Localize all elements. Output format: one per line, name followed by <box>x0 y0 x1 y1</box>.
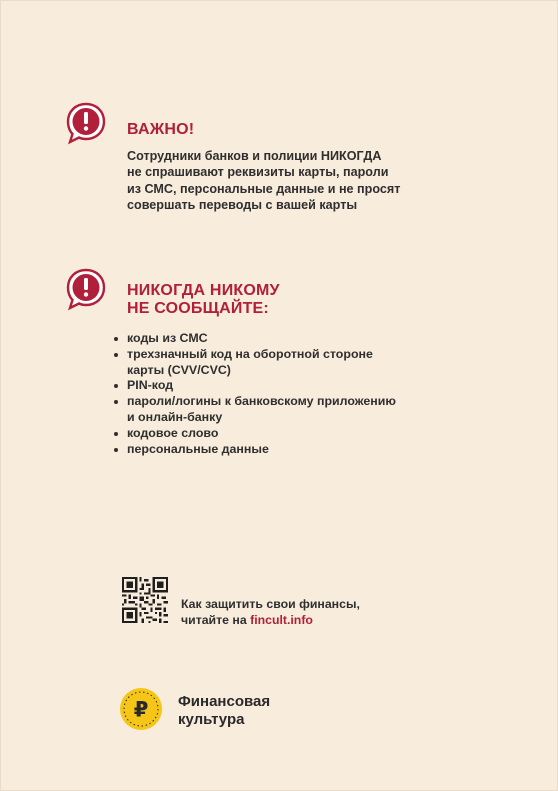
list-item <box>110 426 430 442</box>
important-text-line: Сотрудники банков и полиции НИКОГДА <box>127 149 382 163</box>
list-item-text: PIN-код <box>127 378 174 393</box>
list-item <box>110 378 430 394</box>
important-text-line: совершать переводы с вашей карты <box>127 197 358 212</box>
fincult-link[interactable]: fincult.info <box>250 612 313 627</box>
list-item <box>110 347 430 379</box>
never-tell-title <box>127 282 280 318</box>
logo-text-line: культура <box>178 711 245 728</box>
list-item-text: и онлайн-банку <box>127 409 223 424</box>
logo-text-line: Финансовая <box>178 693 271 710</box>
list-item-text: коды из СМС <box>127 331 208 345</box>
never-tell-list <box>110 331 430 457</box>
important-text-line: не спрашивают реквизиты карты, пароли <box>127 165 389 180</box>
list-item-text: пароли/логины к банковскому приложению <box>127 394 396 409</box>
never-tell-title-line: НЕ СООБЩАЙТЕ: <box>127 300 269 317</box>
exclamation-bubble-icon <box>64 267 108 311</box>
list-item <box>110 331 430 347</box>
ruble-symbol: ₽ <box>133 697 149 722</box>
qr-caption-prefix: читайте на <box>181 612 251 627</box>
qr-code[interactable] <box>122 577 168 623</box>
list-item-text: персональные данные <box>127 441 269 456</box>
important-text <box>127 148 427 213</box>
important-title: ВАЖНО! <box>127 121 195 138</box>
list-item-text: кодовое слово <box>127 425 219 440</box>
logo-text <box>178 693 270 729</box>
list-item-text: трехзначный код на оборотной стороне <box>127 346 373 361</box>
never-tell-title-line: НИКОГДА НИКОМУ <box>127 282 280 299</box>
exclamation-bubble-icon <box>64 101 108 145</box>
qr-caption-line: Как защитить свои финансы, <box>181 597 360 611</box>
ruble-coin-icon <box>119 687 163 731</box>
list-item <box>110 442 430 458</box>
list-item-text: карты (CVV/CVC) <box>127 362 231 377</box>
list-item <box>110 394 430 426</box>
important-text-line: из СМС, персональные данные и не просят <box>127 181 401 196</box>
qr-caption <box>181 597 360 628</box>
qr-caption-line <box>181 613 360 629</box>
